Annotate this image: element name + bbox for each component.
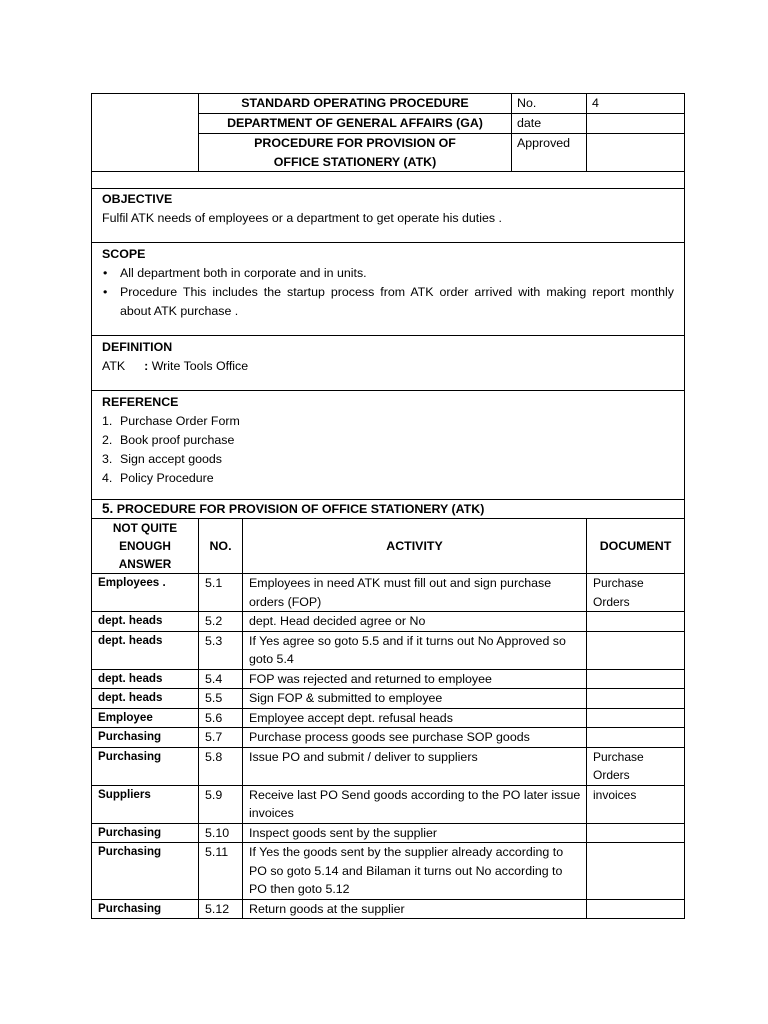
row-role: dept. heads <box>92 669 199 689</box>
col-role-header: NOT QUITE ENOUGH ANSWER <box>92 519 199 574</box>
row-activity: Receive last PO Send goods according to the PO later issue invoices <box>243 785 587 823</box>
definition-title: DEFINITION <box>102 340 173 354</box>
row-document <box>587 631 685 669</box>
scope-item: • All department both in corporate and in units. <box>102 264 674 283</box>
row-role: Purchasing <box>92 899 199 919</box>
scope-section <box>92 243 685 336</box>
reference-title: REFERENCE <box>102 395 179 409</box>
table-row <box>92 631 685 669</box>
col-activity-header: ACTIVITY <box>243 519 587 574</box>
definition-term: ATK <box>102 358 126 373</box>
table-row <box>92 747 685 785</box>
procedure-number: 5. <box>102 501 114 516</box>
row-number: 5.2 <box>199 612 243 632</box>
row-document <box>587 728 685 748</box>
table-row <box>92 899 685 919</box>
row-role: dept. heads <box>92 689 199 709</box>
procedure-heading-row <box>92 500 685 519</box>
row-number: 5.9 <box>199 785 243 823</box>
row-role: Employees . <box>92 574 199 612</box>
row-activity: Return goods at the supplier <box>243 899 587 919</box>
row-document <box>587 708 685 728</box>
date-label: date <box>512 114 587 134</box>
definition-section <box>92 336 685 391</box>
row-number: 5.4 <box>199 669 243 689</box>
objective-text: Fulfil ATK needs of employees or a department to get operate his duties . <box>102 210 502 225</box>
definition-line <box>102 357 674 376</box>
row-activity: FOP was rejected and returned to employee <box>243 669 587 689</box>
table-row <box>92 823 685 843</box>
row-number: 5.10 <box>199 823 243 843</box>
row-document: invoices <box>587 785 685 823</box>
sop-document <box>91 93 684 919</box>
no-value: 4 <box>587 94 685 114</box>
table-row <box>92 669 685 689</box>
objective-title: OBJECTIVE <box>102 192 173 206</box>
procedure-rows <box>92 574 685 919</box>
row-activity: Purchase process goods see purchase SOP goods <box>243 728 587 748</box>
row-activity: Inspect goods sent by the supplier <box>243 823 587 843</box>
row-number: 5.1 <box>199 574 243 612</box>
table-row <box>92 574 685 612</box>
row-number: 5.12 <box>199 899 243 919</box>
reference-item: 1. Purchase Order Form <box>102 413 240 428</box>
department-title: DEPARTMENT OF GENERAL AFFAIRS (GA) <box>199 114 512 134</box>
table-row <box>92 689 685 709</box>
row-number: 5.7 <box>199 728 243 748</box>
col-document-header: DOCUMENT <box>587 519 685 574</box>
row-document <box>587 899 685 919</box>
row-role: dept. heads <box>92 631 199 669</box>
definition-meaning: Write Tools Office <box>151 358 249 373</box>
date-value <box>587 114 685 134</box>
table-row <box>92 785 685 823</box>
row-number: 5.11 <box>199 843 243 900</box>
row-role: Purchasing <box>92 728 199 748</box>
row-document <box>587 669 685 689</box>
table-row <box>92 843 685 900</box>
approved-label: Approved <box>512 134 587 172</box>
col-no-header: NO. <box>199 519 243 574</box>
header-row-1 <box>92 94 685 114</box>
scope-item: • Procedure This includes the startup process from ATK order arrived with making report monthly about ATK purchase . <box>102 283 674 321</box>
sop-table <box>91 93 685 919</box>
row-document <box>587 823 685 843</box>
row-activity: Sign FOP & submitted to employee <box>243 689 587 709</box>
reference-item: 3. Sign accept goods <box>102 451 222 466</box>
row-document: Purchase Orders <box>587 747 685 785</box>
row-activity: dept. Head decided agree or No <box>243 612 587 632</box>
row-activity: Issue PO and submit / deliver to suppliers <box>243 747 587 785</box>
procedure-heading: PROCEDURE FOR PROVISION OF OFFICE STATIONERY (ATK) <box>116 502 485 516</box>
row-document <box>587 843 685 900</box>
row-role: Employee <box>92 708 199 728</box>
row-document: Purchase Orders <box>587 574 685 612</box>
sop-title: STANDARD OPERATING PROCEDURE <box>199 94 512 114</box>
procedure-title: PROCEDURE FOR PROVISION OF OFFICE STATIONERY (ATK) <box>199 134 512 172</box>
row-document <box>587 689 685 709</box>
row-role: Purchasing <box>92 823 199 843</box>
row-role: Purchasing <box>92 747 199 785</box>
logo-cell <box>92 94 199 172</box>
row-role: Suppliers <box>92 785 199 823</box>
spacer-row <box>92 172 685 189</box>
row-number: 5.5 <box>199 689 243 709</box>
row-activity: Employees in need ATK must fill out and sign purchase orders (FOP) <box>243 574 587 612</box>
row-role: dept. heads <box>92 612 199 632</box>
row-role: Purchasing <box>92 843 199 900</box>
row-document <box>587 612 685 632</box>
table-row <box>92 728 685 748</box>
row-activity: If Yes the goods sent by the supplier already according to PO so goto 5.14 and Bilaman it turns out No according to PO then goto 5.12 <box>243 843 587 900</box>
reference-item: 4. Policy Procedure <box>102 470 214 485</box>
reference-section <box>92 391 685 500</box>
row-number: 5.8 <box>199 747 243 785</box>
definition-separator: : <box>144 358 149 373</box>
table-row <box>92 612 685 632</box>
scope-title: SCOPE <box>102 247 146 261</box>
procedure-column-headers <box>92 519 685 574</box>
approved-value <box>587 134 685 172</box>
row-number: 5.6 <box>199 708 243 728</box>
row-number: 5.3 <box>199 631 243 669</box>
objective-section <box>92 189 685 243</box>
scope-list <box>102 264 674 321</box>
reference-list <box>102 412 674 488</box>
row-activity: Employee accept dept. refusal heads <box>243 708 587 728</box>
row-activity: If Yes agree so goto 5.5 and if it turns out No Approved so goto 5.4 <box>243 631 587 669</box>
no-label: No. <box>512 94 587 114</box>
table-row <box>92 708 685 728</box>
reference-item: 2. Book proof purchase <box>102 432 235 447</box>
